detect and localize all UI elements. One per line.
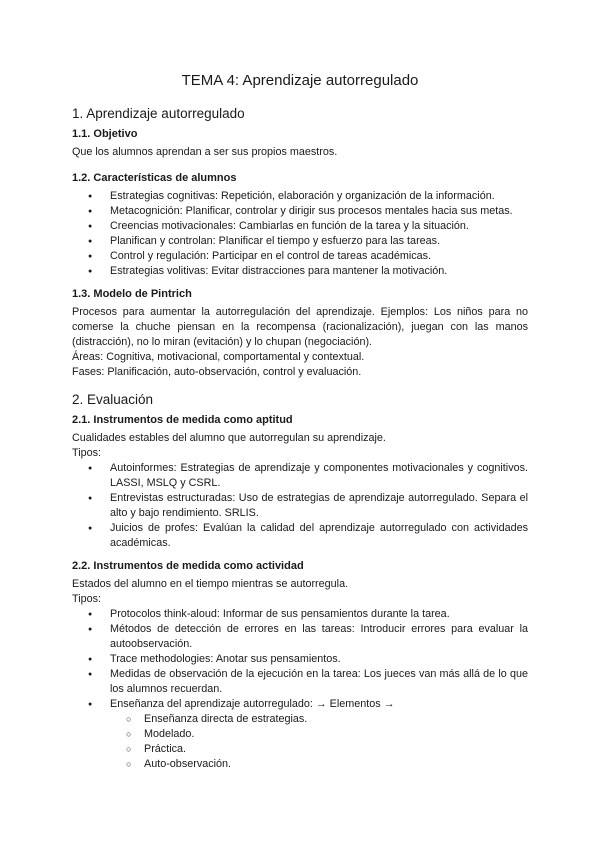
sublist-item: ○ Modelado. <box>72 727 528 742</box>
list-item: ● Métodos de detección de errores en las tareas: Introducir errores para evaluar la autoobservación. <box>72 622 528 652</box>
section-1-heading: 1. Aprendizaje autorregulado <box>72 106 245 121</box>
list-item: ● Enseñanza del aprendizaje autorregulado: → Elementos → <box>72 697 528 712</box>
objetivo-text: Que los alumnos aprendan a ser sus propios maestros. <box>72 146 338 158</box>
list-item: ● Medidas de observación de la ejecución en la tarea: Los jueces van más allá de lo que los alumnos recuerdan. <box>72 667 528 697</box>
list-item: ● Protocolos think-aloud: Informar de sus pensamientos durante la tarea. <box>72 607 528 622</box>
pintrich-areas: Áreas: Cognitiva, motivacional, comportamental y contextual. <box>72 351 365 363</box>
pintrich-fases: Fases: Planificación, auto-observación, control y evaluación. <box>72 366 362 378</box>
actividad-heading: 2.2. Instrumentos de medida como actividad <box>72 560 304 572</box>
sublist-item: ○ Práctica. <box>72 742 528 757</box>
aptitud-list <box>72 461 528 551</box>
caracteristicas-list <box>72 189 528 279</box>
list-item: ● Creencias motivacionales: Cambiarlas en función de la tarea y la situación. <box>72 219 528 234</box>
document-title: TEMA 4: Aprendizaje autorregulado <box>181 72 419 89</box>
list-item: ● Estrategias volitivas: Evitar distracciones para mantener la motivación. <box>72 264 528 279</box>
sublist-item: ○ Auto-observación. <box>72 757 528 772</box>
sublist-item: ○ Enseñanza directa de estrategias. <box>72 712 528 727</box>
pintrich-text: Procesos para aumentar la autorregulación del aprendizaje. Ejemplos: Los niños para no comerse la chuche piensan en la recompensa (racionalización), juegan con las manos (distracción), no lo miran (evitación) y lo chupan (negociación). <box>72 306 528 348</box>
aptitud-heading: 2.1. Instrumentos de medida como aptitud <box>72 414 293 426</box>
objetivo-heading: 1.1. Objetivo <box>72 128 138 140</box>
list-item: ● Control y regulación: Participar en el control de tareas académicas. <box>72 249 528 264</box>
list-item: ● Autoinformes: Estrategias de aprendizaje y componentes motivacionales y cognitivos. LASSI, MSLQ y CSRL. <box>72 461 528 491</box>
list-item: ● Trace methodologies: Anotar sus pensamientos. <box>72 652 528 667</box>
list-item: ● Metacognición: Planificar, controlar y dirigir sus procesos mentales hacia sus metas. <box>72 204 528 219</box>
actividad-text: Estados del alumno en el tiempo mientras se autorregula. <box>72 578 349 590</box>
list-item: ● Entrevistas estructuradas: Uso de estrategias de aprendizaje autorregulado. Separa el alto y bajo rendimiento. SRLIS. <box>72 491 528 521</box>
list-item: ● Estrategias cognitivas: Repetición, elaboración y organización de la información. <box>72 189 528 204</box>
list-item: ● Planifican y controlan: Planificar el tiempo y esfuerzo para las tareas. <box>72 234 528 249</box>
actividad-list <box>72 607 528 712</box>
actividad-tipos: Tipos: <box>72 593 102 605</box>
document-page <box>72 60 528 772</box>
section-2-heading: 2. Evaluación <box>72 392 154 407</box>
aptitud-text: Cualidades estables del alumno que autorregulan su aprendizaje. <box>72 432 386 444</box>
list-item: ● Juicios de profes: Evalúan la calidad del aprendizaje autorregulado con actividades académicas. <box>72 521 528 551</box>
caracteristicas-heading: 1.2. Características de alumnos <box>72 172 237 184</box>
pintrich-heading: 1.3. Modelo de Pintrich <box>72 288 192 300</box>
elementos-sublist <box>72 712 528 772</box>
aptitud-tipos: Tipos: <box>72 447 102 459</box>
